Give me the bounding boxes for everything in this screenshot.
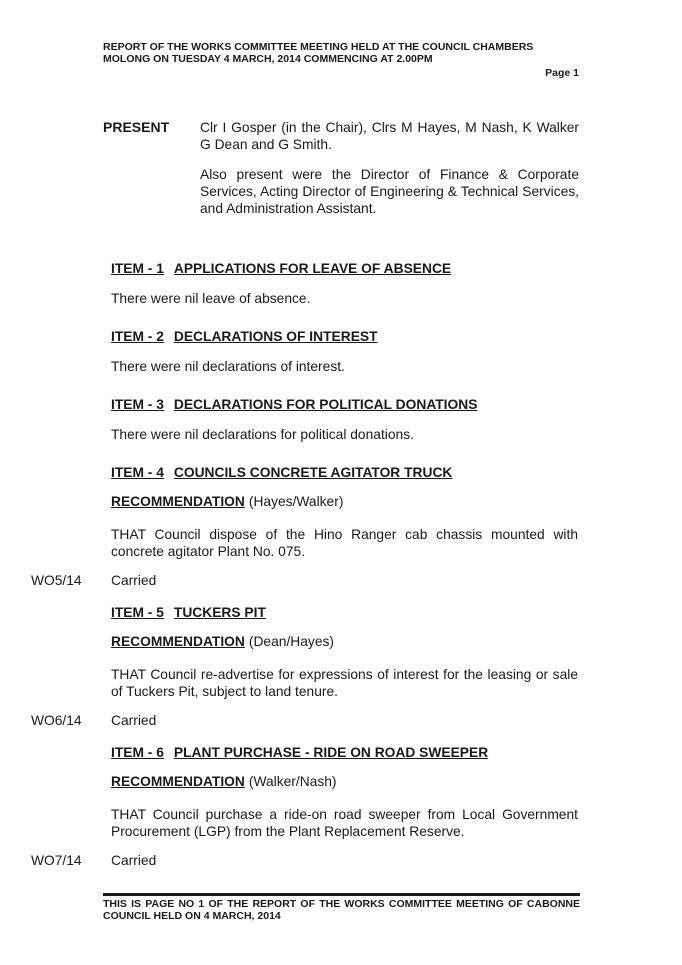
item-5-recommendation (111, 634, 334, 649)
recommendation-label: RECOMMENDATION (111, 634, 245, 649)
item-4-heading (111, 465, 452, 480)
page-number: Page 1 (545, 67, 579, 79)
present-members: Clr I Gosper (in the Chair), Clrs M Hayes, M Nash, K Walker G Dean and G Smith. (200, 120, 579, 152)
item-title: APPLICATIONS FOR LEAVE OF ABSENCE (173, 261, 452, 276)
report-header-line-1: REPORT OF THE WORKS COMMITTEE MEETING HELD AT THE COUNCIL CHAMBERS (103, 41, 534, 53)
item-number: ITEM - 6 (111, 745, 164, 760)
item-5-minute-number: WO6/14 (31, 713, 82, 728)
item-5-heading (111, 605, 266, 620)
item-5-result: Carried (111, 713, 157, 728)
item-6-text: THAT Council purchase a ride-on road sweeper from Local Government Procurement (LGP) from the Plant Replacement Reserve. (111, 807, 578, 839)
item-6-heading (111, 745, 488, 760)
item-3-text: There were nil declarations for political donations. (111, 427, 414, 442)
page-footer: THIS IS PAGE NO 1 OF THE REPORT OF THE WORKS COMMITTEE MEETING OF CABONNE COUNCIL HELD ON 4 MARCH, 2014 (103, 898, 580, 922)
item-4-recommendation (111, 494, 343, 509)
present-also: Also present were the Director of Finance & Corporate Services, Acting Director of Engineering & Technical Services, and Administration Assistant. (200, 167, 579, 216)
item-4-result: Carried (111, 573, 157, 588)
recommendation-movers: (Dean/Hayes) (248, 634, 334, 649)
footer-divider (103, 893, 580, 896)
item-1-heading (111, 261, 451, 276)
item-number: ITEM - 1 (111, 261, 164, 276)
item-title: PLANT PURCHASE - RIDE ON ROAD SWEEPER (173, 745, 489, 760)
recommendation-movers: (Hayes/Walker) (248, 494, 344, 509)
item-1-text: There were nil leave of absence. (111, 291, 311, 306)
item-4-text: THAT Council dispose of the Hino Ranger cab chassis mounted with concrete agitator Plant No. 075. (111, 527, 578, 559)
recommendation-label: RECOMMENDATION (111, 494, 245, 509)
item-2-heading (111, 329, 378, 344)
present-label: PRESENT (103, 119, 170, 135)
item-4-minute-number: WO5/14 (31, 573, 82, 588)
item-title: COUNCILS CONCRETE AGITATOR TRUCK (173, 465, 453, 480)
report-header (103, 41, 581, 65)
item-title: TUCKERS PIT (173, 605, 266, 620)
item-2-text: There were nil declarations of interest. (111, 359, 345, 374)
item-3-heading (111, 397, 477, 412)
item-6-result: Carried (111, 853, 157, 868)
item-number: ITEM - 5 (111, 605, 164, 620)
recommendation-movers: (Walker/Nash) (248, 774, 337, 789)
item-6-minute-number: WO7/14 (31, 853, 82, 868)
item-number: ITEM - 3 (111, 397, 164, 412)
item-title: DECLARATIONS OF INTEREST (173, 329, 378, 344)
recommendation-label: RECOMMENDATION (111, 774, 245, 789)
item-title: DECLARATIONS FOR POLITICAL DONATIONS (173, 397, 478, 412)
report-header-line-2: MOLONG ON TUESDAY 4 MARCH, 2014 COMMENCING AT 2.00PM (103, 53, 433, 65)
item-number: ITEM - 2 (111, 329, 164, 344)
item-number: ITEM - 4 (111, 465, 164, 480)
item-6-recommendation (111, 774, 337, 789)
item-5-text: THAT Council re-advertise for expressions of interest for the leasing or sale of Tuckers Pit, subject to land tenure. (111, 667, 578, 699)
